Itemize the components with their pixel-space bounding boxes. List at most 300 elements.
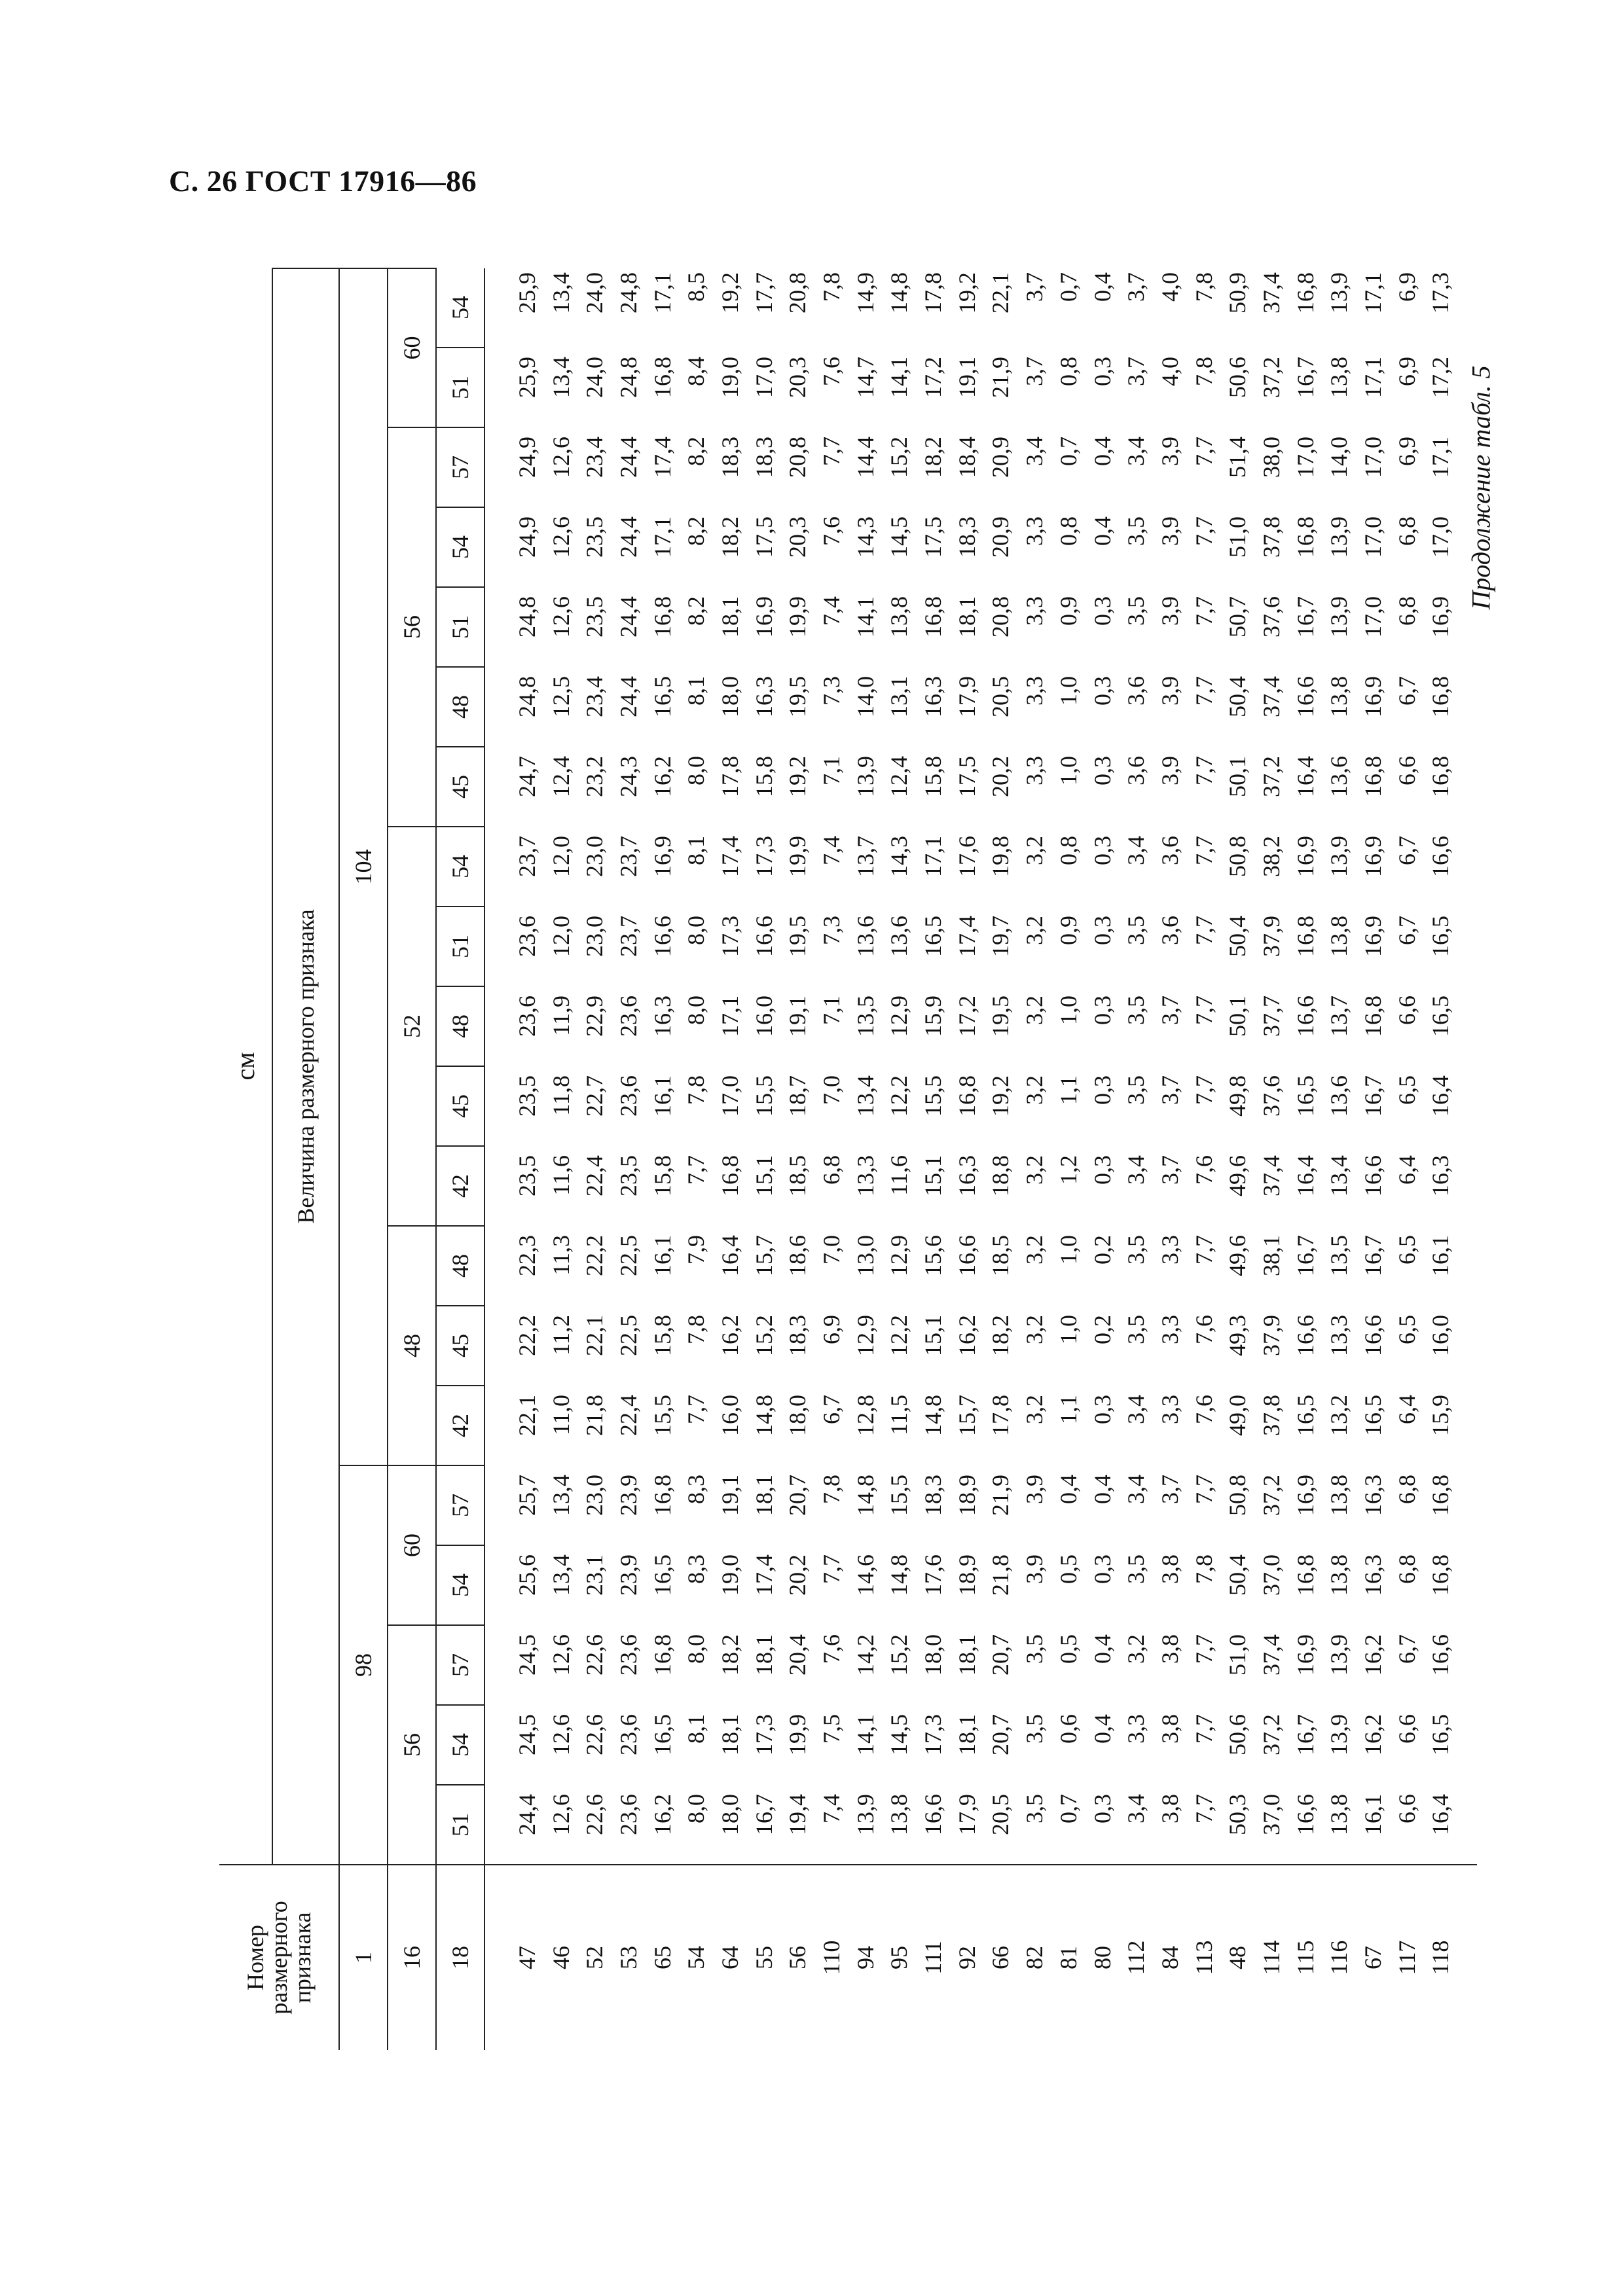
value-cell: 3,5 bbox=[1021, 1794, 1048, 1823]
value-cell: 16,4 bbox=[1292, 756, 1319, 797]
value-cell: 22,6 bbox=[581, 1794, 608, 1835]
value-cell: 17,4 bbox=[649, 437, 676, 478]
column-header: 48 bbox=[436, 986, 484, 1066]
value-cell: 0,3 bbox=[1089, 1075, 1116, 1105]
value-cell: 50,4 bbox=[1224, 916, 1251, 957]
value-cell: 12,4 bbox=[886, 756, 913, 797]
level-1-label: 1 bbox=[339, 1865, 388, 2050]
value-cell: 3,2 bbox=[1021, 1155, 1048, 1185]
continuation-note: Продолжение табл. 5 bbox=[1466, 365, 1496, 610]
value-cell: 13,8 bbox=[1326, 916, 1353, 957]
column-header: 51 bbox=[436, 587, 484, 667]
table-row bbox=[1356, 268, 1390, 2050]
value-cell: 7,1 bbox=[818, 996, 845, 1025]
value-cell: 50,7 bbox=[1224, 596, 1251, 637]
value-cell: 1,1 bbox=[1055, 1395, 1082, 1424]
value-cell: 7,7 bbox=[1190, 1714, 1217, 1744]
value-cell: 1,0 bbox=[1055, 1315, 1082, 1344]
table-row bbox=[713, 268, 747, 2050]
value-cell: 24,4 bbox=[615, 516, 642, 558]
value-cell: 7,4 bbox=[818, 596, 845, 626]
value-cell: 18,2 bbox=[920, 437, 947, 478]
level-16-label: 16 bbox=[388, 1865, 436, 2050]
value-cell: 6,8 bbox=[818, 1155, 845, 1185]
value-cell: 24,5 bbox=[513, 1634, 540, 1676]
value-cell: 12,2 bbox=[886, 1075, 913, 1117]
value-cell: 38,0 bbox=[1258, 437, 1285, 478]
value-cell: 17,0 bbox=[1292, 437, 1319, 478]
value-cell: 24,4 bbox=[615, 596, 642, 637]
value-cell: 14,7 bbox=[852, 357, 879, 398]
value-cell: 37,2 bbox=[1258, 357, 1285, 398]
value-cell: 11,6 bbox=[886, 1155, 913, 1196]
value-cell: 7,3 bbox=[818, 676, 845, 706]
value-cell: 49,8 bbox=[1224, 1075, 1251, 1117]
value-cell: 14,3 bbox=[852, 516, 879, 558]
value-cell: 22,1 bbox=[581, 1315, 608, 1356]
value-cell: 13,8 bbox=[1326, 676, 1353, 717]
value-cell: 16,7 bbox=[1292, 596, 1319, 637]
value-cell: 18,2 bbox=[987, 1315, 1014, 1356]
column-header: 51 bbox=[436, 1785, 484, 1865]
value-cell: 14,1 bbox=[852, 596, 879, 637]
value-cell: 15,7 bbox=[953, 1395, 980, 1436]
value-cell: 6,7 bbox=[1393, 836, 1420, 865]
value-cell: 22,5 bbox=[615, 1315, 642, 1356]
value-cell: 0,9 bbox=[1055, 596, 1082, 626]
value-cell: 24,4 bbox=[513, 1794, 540, 1835]
value-cell: 6,4 bbox=[1393, 1155, 1420, 1185]
value-cell: 22,3 bbox=[513, 1235, 540, 1276]
value-cell: 17,3 bbox=[750, 836, 777, 877]
value-cell: 16,9 bbox=[1360, 676, 1387, 717]
value-cell: 11,0 bbox=[547, 1395, 574, 1435]
value-cell: 0,6 bbox=[1055, 1714, 1082, 1744]
value-cell: 6,5 bbox=[1393, 1235, 1420, 1265]
value-cell: 16,1 bbox=[1427, 1235, 1454, 1276]
row-number-cell: 64 bbox=[713, 1865, 747, 2050]
value-cell: 0,3 bbox=[1089, 676, 1116, 706]
value-cell: 17,0 bbox=[1360, 437, 1387, 478]
value-cell: 51,0 bbox=[1224, 516, 1251, 558]
value-cell: 22,6 bbox=[581, 1714, 608, 1755]
value-cell: 0,8 bbox=[1055, 836, 1082, 865]
value-cell: 50,1 bbox=[1224, 996, 1251, 1037]
value-cell: 3,3 bbox=[1156, 1235, 1183, 1265]
value-cell: 13,5 bbox=[852, 996, 879, 1037]
value-cell: 24,8 bbox=[615, 357, 642, 398]
value-cell: 0,4 bbox=[1089, 1475, 1116, 1504]
row-number-cell: 111 bbox=[916, 1865, 950, 2050]
value-cell: 16,5 bbox=[1427, 996, 1454, 1037]
value-cell: 0,3 bbox=[1089, 916, 1116, 945]
value-cell: 3,5 bbox=[1123, 1075, 1150, 1105]
value-cell: 17,8 bbox=[920, 272, 947, 314]
column-header: 57 bbox=[436, 1625, 484, 1705]
value-cell: 7,7 bbox=[1190, 1794, 1217, 1823]
value-cell: 6,6 bbox=[1393, 1714, 1420, 1744]
value-cell: 16,8 bbox=[649, 1475, 676, 1516]
value-cell: 13,9 bbox=[1326, 516, 1353, 558]
column-header: 57 bbox=[436, 1465, 484, 1545]
value-cell: 13,4 bbox=[547, 1554, 574, 1596]
value-cell: 16,9 bbox=[1292, 1475, 1319, 1516]
table-row bbox=[1119, 268, 1153, 2050]
value-cell: 13,9 bbox=[1326, 272, 1353, 314]
value-cell: 24,4 bbox=[615, 676, 642, 717]
value-cell: 50,1 bbox=[1224, 756, 1251, 797]
value-cell: 22,6 bbox=[581, 1634, 608, 1676]
value-cell: 12,8 bbox=[852, 1395, 879, 1436]
table-row bbox=[1051, 268, 1085, 2050]
value-cell: 23,5 bbox=[513, 1075, 540, 1117]
value-cell: 16,8 bbox=[920, 596, 947, 637]
value-cell: 6,8 bbox=[1393, 596, 1420, 626]
value-cell: 23,0 bbox=[581, 836, 608, 877]
value-cell: 16,0 bbox=[750, 996, 777, 1037]
value-cell: 16,7 bbox=[1292, 357, 1319, 398]
value-cell: 50,8 bbox=[1224, 836, 1251, 877]
column-header: 45 bbox=[436, 1306, 484, 1386]
value-cell: 14,8 bbox=[852, 1475, 879, 1516]
value-cell: 12,6 bbox=[547, 1634, 574, 1676]
value-cell: 20,7 bbox=[987, 1714, 1014, 1755]
value-cell: 19,2 bbox=[953, 272, 980, 314]
row-number-cell: 48 bbox=[1220, 1865, 1254, 2050]
value-cell: 8,1 bbox=[683, 1714, 710, 1744]
level-18-label: 18 bbox=[436, 1865, 484, 2050]
value-cell: 17,0 bbox=[1360, 596, 1387, 637]
value-cell: 23,7 bbox=[513, 836, 540, 877]
value-cell: 3,7 bbox=[1156, 1155, 1183, 1185]
value-cell: 18,0 bbox=[716, 676, 743, 717]
value-cell: 17,1 bbox=[716, 996, 743, 1037]
value-cell: 14,1 bbox=[852, 1714, 879, 1755]
value-cell: 15,5 bbox=[750, 1075, 777, 1117]
value-cell: 13,4 bbox=[547, 357, 574, 398]
value-cell: 23,2 bbox=[581, 756, 608, 797]
value-cell: 22,4 bbox=[581, 1155, 608, 1196]
value-cell: 23,5 bbox=[513, 1155, 540, 1196]
value-cell: 37,4 bbox=[1258, 676, 1285, 717]
value-cell: 16,8 bbox=[1360, 756, 1387, 797]
value-cell: 7,6 bbox=[818, 1634, 845, 1664]
row-number-cell: 81 bbox=[1051, 1865, 1085, 2050]
value-cell: 23,5 bbox=[615, 1155, 642, 1196]
value-cell: 3,8 bbox=[1156, 1714, 1183, 1744]
table-row bbox=[747, 268, 781, 2050]
value-cell: 16,8 bbox=[1427, 756, 1454, 797]
value-cell: 3,6 bbox=[1123, 676, 1150, 706]
value-cell: 16,7 bbox=[1360, 1075, 1387, 1117]
value-cell: 20,9 bbox=[987, 516, 1014, 558]
value-cell: 16,3 bbox=[649, 996, 676, 1037]
value-cell: 8,5 bbox=[683, 272, 710, 302]
value-cell: 18,4 bbox=[953, 437, 980, 478]
value-cell: 12,6 bbox=[547, 1794, 574, 1835]
value-cell: 7,0 bbox=[818, 1235, 845, 1265]
value-cell: 16,8 bbox=[1292, 916, 1319, 957]
value-cell: 20,8 bbox=[987, 596, 1014, 637]
value-cell: 8,1 bbox=[683, 836, 710, 865]
value-cell: 16,8 bbox=[1427, 1475, 1454, 1516]
value-cell: 20,8 bbox=[784, 437, 811, 478]
value-cell: 13,9 bbox=[1326, 1634, 1353, 1676]
group-level-16-header: 56 bbox=[388, 427, 436, 827]
value-cell: 3,9 bbox=[1021, 1554, 1048, 1584]
value-cell: 13,8 bbox=[886, 1794, 913, 1835]
value-cell: 23,6 bbox=[615, 1634, 642, 1676]
value-cell: 6,9 bbox=[1393, 272, 1420, 302]
value-cell: 50,6 bbox=[1224, 1714, 1251, 1755]
value-cell: 8,3 bbox=[683, 1554, 710, 1584]
value-cell: 7,7 bbox=[683, 1395, 710, 1424]
value-cell: 23,0 bbox=[581, 916, 608, 957]
value-cell: 18,1 bbox=[750, 1475, 777, 1516]
value-cell: 3,9 bbox=[1156, 596, 1183, 626]
value-cell: 22,2 bbox=[513, 1315, 540, 1356]
value-cell: 3,2 bbox=[1021, 836, 1048, 865]
column-header: 54 bbox=[436, 827, 484, 906]
value-cell: 16,8 bbox=[649, 357, 676, 398]
value-cell: 15,8 bbox=[649, 1315, 676, 1356]
value-cell: 24,7 bbox=[513, 756, 540, 797]
table-row bbox=[950, 268, 984, 2050]
value-cell: 16,8 bbox=[953, 1075, 980, 1117]
value-cell: 16,6 bbox=[953, 1235, 980, 1276]
value-cell: 23,6 bbox=[615, 1794, 642, 1835]
value-cell: 16,5 bbox=[920, 916, 947, 957]
value-cell: 16,3 bbox=[1360, 1475, 1387, 1516]
value-cell: 3,5 bbox=[1123, 996, 1150, 1025]
value-cell: 22,7 bbox=[581, 1075, 608, 1117]
value-cell: 0,5 bbox=[1055, 1634, 1082, 1664]
value-cell: 50,9 bbox=[1224, 272, 1251, 314]
value-cell: 1,1 bbox=[1055, 1075, 1082, 1105]
value-cell: 14,1 bbox=[886, 357, 913, 398]
value-cell: 38,1 bbox=[1258, 1235, 1285, 1276]
value-cell: 3,2 bbox=[1021, 1075, 1048, 1105]
value-cell: 7,7 bbox=[1190, 596, 1217, 626]
value-cell: 15,6 bbox=[920, 1235, 947, 1276]
value-cell: 3,8 bbox=[1156, 1554, 1183, 1584]
value-cell: 14,6 bbox=[852, 1554, 879, 1596]
value-cell: 17,2 bbox=[920, 357, 947, 398]
value-cell: 0,8 bbox=[1055, 357, 1082, 386]
header-row-level-1 bbox=[339, 268, 388, 2050]
value-cell: 15,9 bbox=[1427, 1395, 1454, 1436]
value-cell: 3,9 bbox=[1021, 1475, 1048, 1504]
value-cell: 7,7 bbox=[1190, 676, 1217, 706]
value-cell: 19,0 bbox=[716, 357, 743, 398]
value-cell: 19,5 bbox=[784, 916, 811, 957]
value-cell: 3,6 bbox=[1156, 916, 1183, 945]
value-cell: 16,2 bbox=[649, 1794, 676, 1835]
value-cell: 7,3 bbox=[818, 916, 845, 945]
group-level-16-header: 48 bbox=[388, 1226, 436, 1465]
value-cell: 19,8 bbox=[987, 836, 1014, 877]
table-row bbox=[646, 268, 680, 2050]
value-cell: 24,5 bbox=[513, 1714, 540, 1755]
value-cell: 37,0 bbox=[1258, 1554, 1285, 1596]
value-cell: 17,9 bbox=[953, 1794, 980, 1835]
value-cell: 16,3 bbox=[1360, 1554, 1387, 1596]
value-cell: 6,7 bbox=[1393, 916, 1420, 945]
value-cell: 16,7 bbox=[750, 1794, 777, 1835]
value-cell: 18,1 bbox=[716, 596, 743, 637]
table-body bbox=[484, 268, 1477, 2050]
value-cell: 17,5 bbox=[953, 756, 980, 797]
value-cell: 0,3 bbox=[1089, 357, 1116, 386]
row-number-cell: 84 bbox=[1153, 1865, 1187, 2050]
row-number-cell: 82 bbox=[1017, 1865, 1051, 2050]
value-cell: 3,2 bbox=[1123, 1634, 1150, 1664]
value-cell: 17,1 bbox=[649, 272, 676, 314]
value-cell: 16,5 bbox=[1292, 1395, 1319, 1436]
value-cell: 16,9 bbox=[1360, 916, 1387, 957]
value-cell: 7,4 bbox=[818, 1794, 845, 1823]
value-cell: 17,5 bbox=[920, 516, 947, 558]
value-cell: 23,6 bbox=[615, 996, 642, 1037]
value-cell: 13,9 bbox=[1326, 596, 1353, 637]
value-cell: 7,7 bbox=[1190, 1235, 1217, 1265]
value-cell: 3,3 bbox=[1123, 1714, 1150, 1744]
value-cell: 16,2 bbox=[1360, 1634, 1387, 1676]
value-cell: 3,7 bbox=[1156, 1075, 1183, 1105]
value-cell: 12,6 bbox=[547, 596, 574, 637]
value-cell: 13,6 bbox=[886, 916, 913, 957]
table-row bbox=[1390, 268, 1424, 2050]
value-cell: 20,2 bbox=[987, 756, 1014, 797]
value-cell: 16,6 bbox=[1292, 1794, 1319, 1835]
value-cell: 18,0 bbox=[784, 1395, 811, 1436]
value-cell: 21,9 bbox=[987, 1475, 1014, 1516]
value-cell: 16,5 bbox=[1360, 1395, 1387, 1436]
value-cell: 15,2 bbox=[750, 1315, 777, 1356]
value-cell: 16,6 bbox=[1360, 1315, 1387, 1356]
value-cell: 16,8 bbox=[1427, 676, 1454, 717]
value-cell: 3,2 bbox=[1021, 1315, 1048, 1344]
value-cell: 0,3 bbox=[1089, 1155, 1116, 1185]
column-header: 54 bbox=[436, 1545, 484, 1625]
value-cell: 13,6 bbox=[1326, 756, 1353, 797]
value-cell: 23,6 bbox=[615, 1075, 642, 1117]
value-cell: 24,3 bbox=[615, 756, 642, 797]
value-cell: 8,4 bbox=[683, 357, 710, 386]
value-cell: 7,6 bbox=[818, 516, 845, 546]
value-cell: 24,0 bbox=[581, 357, 608, 398]
group-level-16-header: 60 bbox=[388, 1465, 436, 1625]
value-cell: 7,8 bbox=[1190, 1554, 1217, 1584]
value-cell: 6,8 bbox=[1393, 1475, 1420, 1504]
value-cell: 16,5 bbox=[649, 1714, 676, 1755]
value-cell: 8,2 bbox=[683, 516, 710, 546]
value-cell: 13,2 bbox=[1326, 1395, 1353, 1436]
value-cell: 17,5 bbox=[750, 516, 777, 558]
value-cell: 12,9 bbox=[886, 996, 913, 1037]
value-cell: 0,3 bbox=[1089, 596, 1116, 626]
value-cell: 3,7 bbox=[1123, 272, 1150, 302]
value-cell: 3,4 bbox=[1123, 836, 1150, 865]
value-cell: 3,2 bbox=[1021, 996, 1048, 1025]
value-cell: 6,8 bbox=[1393, 1554, 1420, 1584]
value-cell: 13,8 bbox=[1326, 357, 1353, 398]
value-cell: 18,7 bbox=[784, 1075, 811, 1117]
row-number-cell: 112 bbox=[1119, 1865, 1153, 2050]
value-cell: 37,6 bbox=[1258, 596, 1285, 637]
value-cell: 0,4 bbox=[1089, 516, 1116, 546]
row-number-cell: 118 bbox=[1424, 1865, 1478, 2050]
row-number-cell: 56 bbox=[781, 1865, 815, 2050]
value-cell: 11,3 bbox=[547, 1235, 574, 1276]
value-cell: 18,8 bbox=[987, 1155, 1014, 1196]
value-cell: 7,7 bbox=[1190, 437, 1217, 466]
value-cell: 3,2 bbox=[1021, 916, 1048, 945]
value-cell: 15,5 bbox=[886, 1475, 913, 1516]
value-cell: 3,9 bbox=[1156, 756, 1183, 785]
value-cell: 20,2 bbox=[784, 1554, 811, 1596]
column-header: 54 bbox=[436, 268, 484, 348]
value-cell: 22,4 bbox=[615, 1395, 642, 1436]
value-cell: 6,7 bbox=[1393, 1634, 1420, 1664]
value-cell: 0,3 bbox=[1089, 1554, 1116, 1584]
row-number-cell: 54 bbox=[679, 1865, 713, 2050]
value-cell: 14,5 bbox=[886, 1714, 913, 1755]
value-cell: 7,8 bbox=[1190, 272, 1217, 302]
value-cell: 16,6 bbox=[1292, 1315, 1319, 1356]
value-cell: 13,4 bbox=[852, 1075, 879, 1117]
value-cell: 21,8 bbox=[987, 1554, 1014, 1596]
value-cell: 0,5 bbox=[1055, 1554, 1082, 1584]
value-cell: 7,4 bbox=[818, 836, 845, 865]
value-cell: 17,0 bbox=[1427, 516, 1454, 558]
column-header: 48 bbox=[436, 1226, 484, 1306]
row-number-cell: 116 bbox=[1322, 1865, 1357, 2050]
table-row bbox=[1254, 268, 1288, 2050]
value-cell: 13,9 bbox=[852, 1794, 879, 1835]
value-cell: 8,0 bbox=[683, 1794, 710, 1823]
header-row-caption bbox=[272, 268, 339, 2050]
value-cell: 17,0 bbox=[1360, 516, 1387, 558]
value-cell: 8,0 bbox=[683, 1634, 710, 1664]
value-cell: 13,8 bbox=[1326, 1554, 1353, 1596]
value-cell: 19,2 bbox=[784, 756, 811, 797]
value-cell: 49,0 bbox=[1224, 1395, 1251, 1436]
value-cell: 20,9 bbox=[987, 437, 1014, 478]
value-cell: 7,8 bbox=[683, 1075, 710, 1105]
row-number-cell: 117 bbox=[1390, 1865, 1424, 2050]
value-cell: 17,4 bbox=[716, 836, 743, 877]
value-cell: 16,4 bbox=[1292, 1155, 1319, 1196]
column-header: 45 bbox=[436, 747, 484, 827]
value-cell: 16,8 bbox=[1427, 1554, 1454, 1596]
value-cell: 16,6 bbox=[1292, 676, 1319, 717]
value-cell: 0,4 bbox=[1055, 1475, 1082, 1504]
value-cell: 16,8 bbox=[1292, 516, 1319, 558]
table-row bbox=[1153, 268, 1187, 2050]
values-caption: Величина размерного признака bbox=[272, 268, 339, 1865]
value-cell: 12,6 bbox=[547, 437, 574, 478]
value-cell: 4,0 bbox=[1156, 357, 1183, 386]
value-cell: 23,6 bbox=[615, 1714, 642, 1755]
value-cell: 8,1 bbox=[683, 676, 710, 706]
value-cell: 13,6 bbox=[1326, 1075, 1353, 1117]
value-cell: 3,5 bbox=[1123, 1315, 1150, 1344]
value-cell: 23,4 bbox=[581, 676, 608, 717]
value-cell: 3,7 bbox=[1021, 357, 1048, 386]
value-cell: 16,8 bbox=[1292, 1554, 1319, 1596]
value-cell: 16,8 bbox=[1360, 996, 1387, 1037]
